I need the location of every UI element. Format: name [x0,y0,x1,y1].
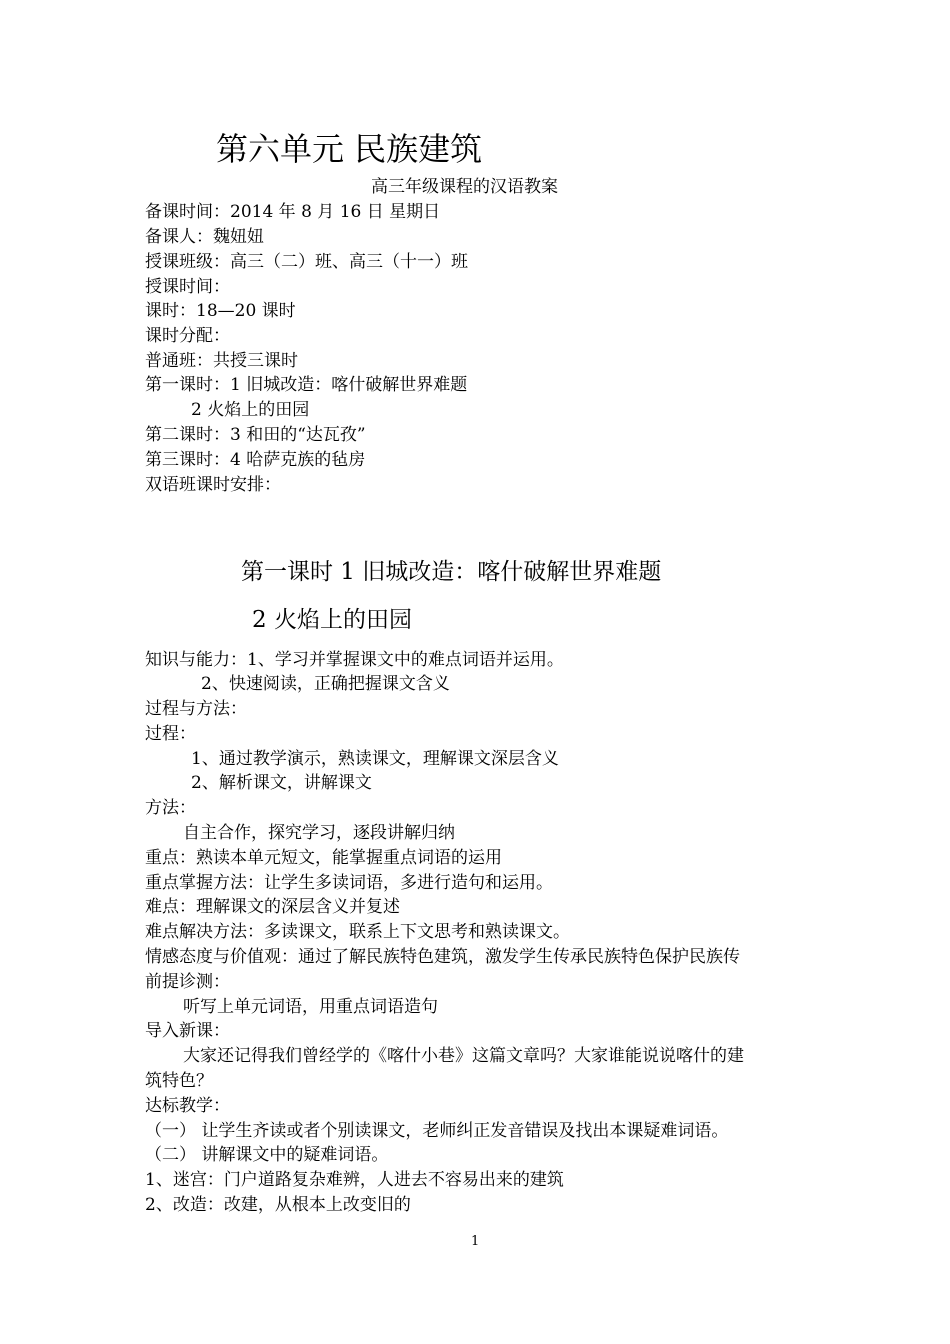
body-line: 自主合作，探究学习，逐段讲解归纳 [183,823,455,843]
bilingual-class: 双语班课时安排： [145,475,281,495]
class-periods: 课时：18—20 课时 [145,301,296,321]
prep-date: 备课时间：2014 年 8 月 16 日 星期日 [145,202,441,222]
section-subheading: 2 火焰上的田园 [252,607,412,633]
body-line: 重点：熟读本单元短文，能掌握重点词语的运用 [145,848,502,868]
body-line: 过程： [145,724,196,744]
period-allocation: 课时分配： [145,326,230,346]
body-line: 方法： [145,798,196,818]
body-line: 难点解决方法：多读课文，联系上下文思考和熟读课文。 [145,922,570,942]
body-line: 导入新课： [145,1021,230,1041]
body-line: 前提诊测： [145,972,230,992]
body-line: 情感态度与价值观：通过了解民族特色建筑，激发学生传承民族特色保护民族传 [145,947,740,967]
body-line: 大家还记得我们曾经学的《喀什小巷》这篇文章吗？大家谁能说说喀什的建 [183,1046,744,1066]
teaching-classes: 授课班级：高三（二）班、高三（十一）班 [145,252,468,272]
body-line: （一） 让学生齐读或者个别读课文，老师纠正发音错误及找出本课疑难词语。 [145,1121,729,1141]
body-line: 1、迷宫：门户道路复杂难辨，人进去不容易出来的建筑 [145,1170,564,1190]
body-line: 达标教学： [145,1096,230,1116]
lesson-1: 第一课时：1 旧城改造：喀什破解世界难题 [145,375,468,395]
page-number: 1 [471,1234,480,1249]
preparer: 备课人：魏妞妞 [145,227,264,247]
unit-title: 第六单元 民族建筑 [216,130,483,168]
body-line: 2、快速阅读，正确把握课文含义 [201,674,450,694]
section-heading: 第一课时 1 旧城改造：喀什破解世界难题 [241,559,662,585]
body-line: 筑特色？ [145,1071,213,1091]
lesson-2: 第二课时：3 和田的“达瓦孜” [145,425,366,445]
body-line: （二） 讲解课文中的疑难词语。 [145,1145,389,1165]
body-line: 听写上单元词语，用重点词语造句 [183,997,438,1017]
body-line: 2、改造：改建，从根本上改变旧的 [145,1195,411,1215]
teaching-time: 授课时间： [145,277,230,297]
body-line: 过程与方法： [145,699,247,719]
document-subtitle: 高三年级课程的汉语教案 [371,177,558,197]
body-line: 难点：理解课文的深层含义并复述 [145,897,400,917]
body-line: 知识与能力：1、学习并掌握课文中的难点词语并运用。 [145,650,564,670]
body-line: 2、解析课文，讲解课文 [191,773,372,793]
body-line: 重点掌握方法：让学生多读词语，多进行造句和运用。 [145,873,553,893]
lesson-3: 第三课时：4 哈萨克族的毡房 [145,450,366,470]
lesson-1-continued: 2 火焰上的田园 [191,400,310,420]
body-line: 1、通过教学演示，熟读课文，理解课文深层含义 [191,749,559,769]
regular-class: 普通班：共授三课时 [145,351,298,371]
